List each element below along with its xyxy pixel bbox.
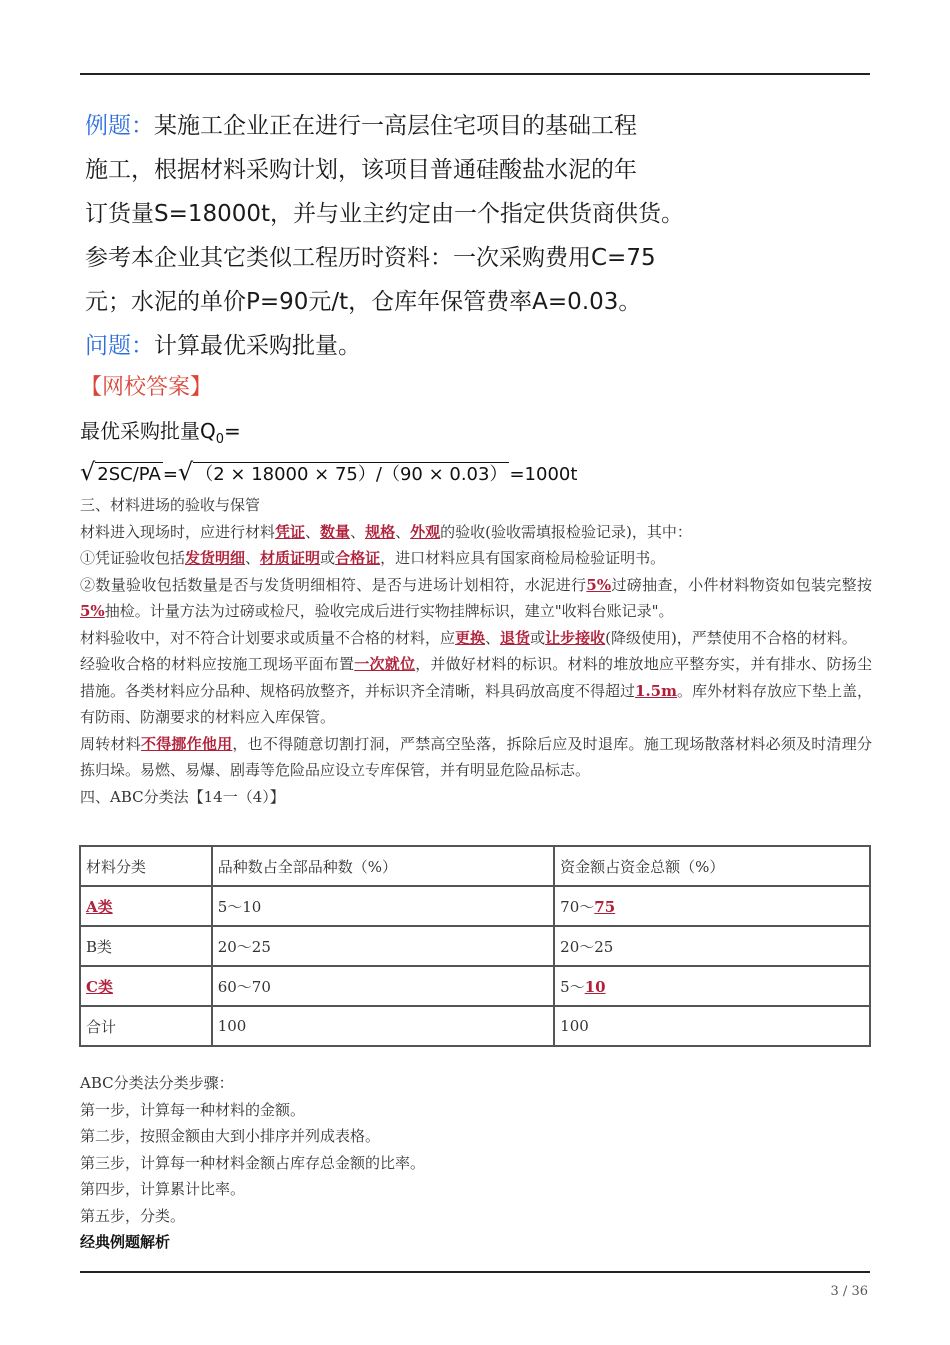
keyword: 外观	[410, 522, 441, 541]
abc-table	[79, 845, 871, 1047]
keyword: 规格	[365, 522, 396, 541]
step-4: 第四步，计算累计比率。	[80, 1180, 246, 1198]
text: 抽检。计量方法为过磅或检尺，验收完成后进行实物挂牌标识，建立"收料台账记录"。	[104, 602, 674, 620]
table-header-cell: 品种数占全部品种数（%）	[212, 846, 554, 886]
table-cell: 合计	[80, 1006, 212, 1046]
table-row	[80, 966, 870, 1006]
table-cell	[554, 966, 870, 1006]
answer-tag: 【网校答案】	[80, 375, 213, 400]
table-cell	[554, 886, 870, 926]
paragraph-4	[80, 625, 872, 652]
footer-rule	[80, 1271, 870, 1273]
sqrt-sign: √	[80, 458, 96, 486]
keyword: 75	[594, 897, 616, 916]
category-keyword: C类	[86, 977, 113, 996]
step-5: 第五步，分类。	[80, 1206, 186, 1225]
keyword: 1.5m	[635, 681, 677, 700]
formula-result: =1000t	[509, 464, 578, 485]
keyword: 合格证	[335, 549, 381, 567]
keyword: 更换	[455, 628, 486, 647]
table-cell	[80, 966, 212, 1006]
sqrt-term-b: （2 × 18000 × 75）/（90 × 0.03）	[195, 464, 508, 485]
table-row	[80, 886, 870, 926]
keyword: 5%	[586, 575, 612, 594]
category-keyword: A类	[86, 897, 113, 916]
text: ①凭证验收包括	[80, 549, 186, 567]
text: 、	[485, 628, 501, 647]
text: 5～	[560, 977, 585, 996]
table-cell: 20～25	[554, 926, 870, 966]
text: 或	[530, 628, 546, 647]
section-3-heading: 三、材料进场的验收与保管	[80, 496, 261, 514]
text: ，进口材料应具有国家商检局检验证明书。	[380, 549, 666, 567]
keyword: 凭证	[275, 522, 306, 541]
keyword: 让步接收	[545, 628, 606, 647]
formula-eq: =	[162, 464, 178, 485]
paragraph-3	[80, 572, 872, 625]
text: 或	[320, 549, 336, 567]
keyword: 5%	[80, 602, 105, 620]
text: 、	[395, 522, 411, 541]
section-3-body	[80, 492, 872, 810]
example-question	[85, 104, 705, 368]
table-row	[80, 926, 870, 966]
table-header-cell: 材料分类	[80, 846, 212, 886]
text: 、	[245, 549, 261, 567]
abc-steps	[80, 1070, 425, 1256]
step-1: 第一步，计算每一种材料的金额。	[80, 1100, 306, 1119]
sqrt-term-a: 2SC/PA	[97, 464, 161, 485]
formula-label-text: 最优采购批量Q	[80, 419, 216, 443]
example-line-5: 元；水泥的单价P=90元/t，仓库年保管费率A=0.03。	[85, 289, 642, 315]
table-cell	[80, 886, 212, 926]
text: ，也不得随意切割打洞，严禁高空坠落，拆除后应及时退库。施工现场散落材料必须及时清理分拣归垛。易燃、易爆、剧毒等危险品应设立专库保管，并有明显危险品标志。	[80, 734, 872, 779]
text: 、	[305, 522, 321, 541]
formula-subscript: 0	[215, 432, 225, 447]
text: (降级使用)，严禁使用不合格的材料。	[605, 628, 857, 647]
formula-label	[80, 414, 241, 457]
keyword: 退货	[500, 628, 531, 647]
text: 经验收合格的材料应按施工现场平面布置	[80, 655, 355, 673]
example-line-3: 订货量S=18000t，并与业主约定由一个指定供货商供货。	[85, 201, 685, 227]
text: 材料进入现场时，应进行材料	[80, 522, 276, 541]
header-rule	[80, 73, 870, 75]
keyword: 一次就位	[354, 655, 416, 673]
step-2: 第二步，按照金额由大到小排序并列成表格。	[80, 1127, 381, 1145]
table-cell: 5～10	[212, 886, 554, 926]
table-cell: 20～25	[212, 926, 554, 966]
keyword: 材质证明	[260, 549, 321, 567]
table-cell: 100	[212, 1006, 554, 1046]
text: 周转材料	[80, 734, 141, 753]
text: 材料验收中，对不符合计划要求或质量不合格的材料，应	[80, 628, 456, 647]
paragraph-1	[80, 519, 872, 546]
text: 的验收(验收需填报检验记录)，其中：	[440, 522, 692, 541]
example-line-2: 施工，根据材料采购计划，该项目普通硅酸盐水泥的年	[85, 157, 637, 183]
question-text: 计算最优采购批量。	[154, 333, 361, 359]
keyword: 不得挪作他用	[140, 734, 233, 753]
table-cell: 60～70	[212, 966, 554, 1006]
sqrt-sign-2: √	[177, 458, 194, 486]
table-header-cell: 资金额占资金总额（%）	[554, 846, 870, 886]
formula-expression	[80, 455, 577, 492]
text: 。库外材料存放应下垫上盖，有防雨、防潮要求的材料应入库保管。	[80, 681, 872, 726]
text: 过磅抽查，小件材料物资如包装完整按	[611, 575, 872, 594]
text: ②数量验收包括数量是否与发货明细相符、是否与进场计划相符，水泥进行	[80, 575, 587, 594]
example-line-4: 参考本企业其它类似工程历时资料：一次采购费用C=75	[85, 245, 656, 271]
next-section-heading: 经典例题解析	[80, 1233, 171, 1251]
question-label: 问题：	[85, 333, 154, 359]
text: 、	[350, 522, 366, 541]
example-line-1: 某施工企业正在进行一高层住宅项目的基础工程	[154, 113, 637, 139]
formula-equals: =	[224, 419, 241, 443]
text: 70～	[560, 897, 595, 916]
table-cell: B类	[80, 926, 212, 966]
keyword: 10	[584, 977, 606, 996]
keyword: 发货明细	[185, 549, 246, 567]
table-header-row	[80, 846, 870, 886]
table-cell: 100	[554, 1006, 870, 1046]
text: ，并做好材料的标识。材料的堆放地应平整夯实，并有排水、防扬尘措施。各类材料应分品种、规格码放整齐，并标识齐全清晰，料具码放高度不得超过	[80, 655, 872, 700]
example-label: 例题：	[85, 113, 154, 139]
paragraph-6	[80, 731, 872, 784]
paragraph-5	[80, 651, 872, 731]
page-number: 3 / 36	[830, 1284, 868, 1299]
steps-title: ABC分类法分类步骤：	[80, 1074, 234, 1092]
table-row	[80, 1006, 870, 1046]
paragraph-2	[80, 545, 872, 572]
keyword: 数量	[320, 522, 351, 541]
step-3: 第三步，计算每一种材料金额占库存总金额的比率。	[80, 1153, 426, 1172]
section-4-heading: 四、ABC分类法【14一（4）】	[80, 787, 285, 806]
